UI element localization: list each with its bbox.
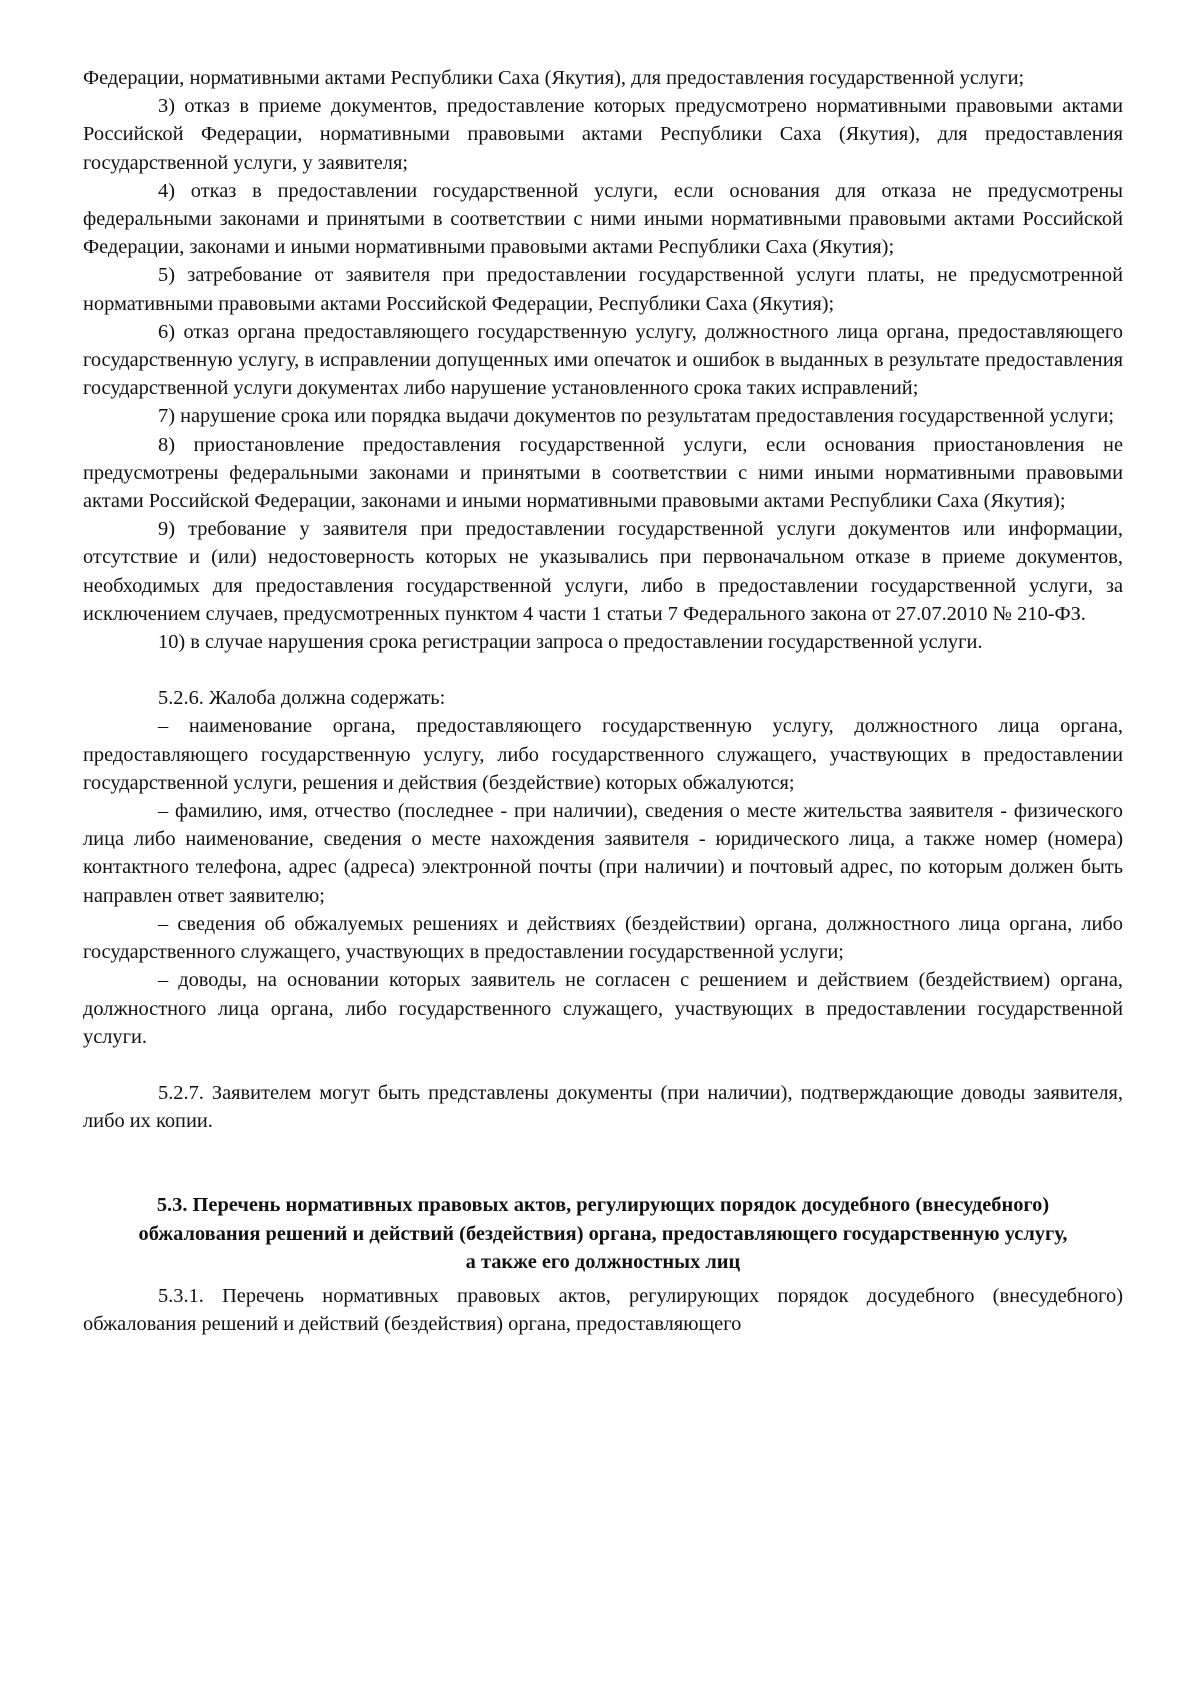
list-item-7: 7) нарушение срока или порядка выдачи документов по результатам предоставления государственной услуги; [158,405,1115,428]
complaint-content-item: – наименование органа, предоставляющего государственную услугу, должностного лица органа, предоставляющего государственную услугу, либо государственного служащего, участвующих в предоставлении государственной услуги, решения и действия (бездействие) которых обжалуются; [83,715,1123,794]
complaint-content-item: – доводы, на основании которых заявитель не согласен с решением и действием (бездействием) органа, должностного лица органа, либо государственного служащего, участвующих в предоставлении государственной услуги. [83,969,1123,1048]
list-item-5: 5) затребование от заявителя при предоставлении государственной услуги платы, не предусмотренной нормативными правовыми актами Российской Федерации, Республики Саха (Якутия); [83,264,1123,315]
list-item-6: 6) отказ органа предоставляющего государственную услугу, должностного лица органа, предоставляющего государственную услугу, в исправлении допущенных ими опечаток и ошибок в выданных в результате предоставления государственной услуги документах либо нарушение установленного срока таких исправлений; [83,320,1123,400]
section-5-3-1-paragraph: 5.3.1. Перечень нормативных правовых актов, регулирующих порядок досудебного (внесудебного) обжалования решений и действий (бездействия) органа, предоставляющего [83,1284,1123,1336]
list-item-4: 4) отказ в предоставлении государственной услуги, если основания для отказа не предусмотрены федеральными законами и принятыми в соответствии с ними иными нормативными правовыми актами Российской Федерации, законами и иными нормативными правовыми актами Республики Саха (Якутия); [83,179,1123,259]
section-5-2-7-paragraph: 5.2.7. Заявителем могут быть представлены документы (при наличии), подтверждающие доводы заявителя, либо их копии. [83,1081,1123,1133]
list-item-9: 9) требование у заявителя при предоставлении государственной услуги документов или информации, отсутствие и (или) недостоверность которых не указывались при первоначальном отказе в приеме документов, необходимых для предоставления государственной услуги, либо в предоставлении государственной услуги, за исключением случаев, предусмотренных пунктом 4 части 1 статьи 7 Федерального закона от 27.07.2010 № 210-ФЗ. [83,518,1123,625]
complaint-content-item: – сведения об обжалуемых решениях и действиях (бездействии) органа, должностного лица органа, либо государственного служащего, участвующих в предоставлении государственной услуги; [83,912,1123,964]
complaint-content-item: – фамилию, имя, отчество (последнее - при наличии), сведения о месте жительства заявителя - физического лица либо наименование, сведения о месте нахождения заявителя - юридического лица, а также номер (номера) контактного телефона, адрес (адреса) электронной почты (при наличии) и почтовый адрес, по которым должен быть направлен ответ заявителю; [83,800,1123,907]
section-5-3-heading: 5.3. Перечень нормативных правовых актов, регулирующих порядок досудебного (внесудебного) обжалования решений и действий (бездействия) органа, предоставляющего государственную услугу, а также его должностных лиц [138,1194,1068,1273]
document-page [83,64,1123,1338]
list-item-3: 3) отказ в приеме документов, предоставление которых предусмотрено нормативными правовыми актами Российской Федерации, нормативными правовыми актами Республики Саха (Якутия), для предоставления государственной услуги, у заявителя; [83,95,1123,174]
section-5-2-6-intro: 5.2.6. Жалоба должна содержать: [158,687,446,710]
list-item-10: 10) в случае нарушения срока регистрации запроса о предоставлении государственной услуги. [158,631,983,654]
continuation-paragraph: Федерации, нормативными актами Республики Саха (Якутия), для предоставления государственной услуги; [83,67,1025,89]
list-item-8: 8) приостановление предоставления государственной услуги, если основания приостановления не предусмотрены федеральными законами и принятыми в соответствии с ними иными нормативными правовыми актами Российской Федерации, законами и иными нормативными правовыми актами Республики Саха (Якутия); [83,433,1123,513]
